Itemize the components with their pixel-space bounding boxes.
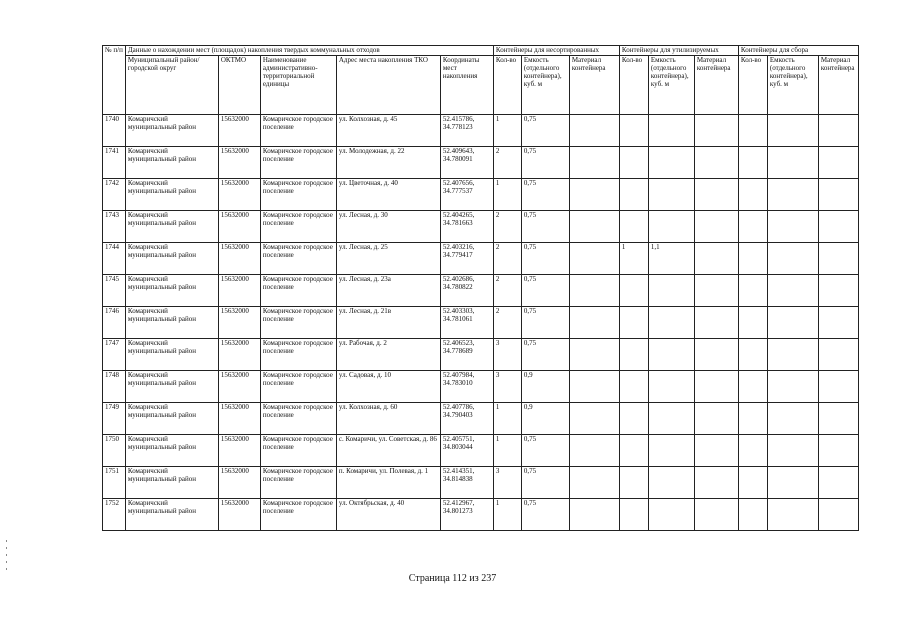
row-collect-material: [818, 275, 858, 307]
row-district: Комаричский муниципальный район: [125, 467, 218, 499]
row-collect-count: [738, 211, 767, 243]
table-row: [103, 403, 859, 435]
col-unsorted-capacity-header: Емкость (отдельного контейнера), куб. м: [521, 56, 569, 115]
row-admin-unit: Комаричское городское поселение: [260, 307, 336, 339]
row-unsorted-capacity: 0,9: [521, 403, 569, 435]
row-recycle-count: [619, 275, 648, 307]
row-recycle-count: [619, 211, 648, 243]
row-oktmo: 15632000: [218, 403, 260, 435]
row-collect-count: [738, 467, 767, 499]
row-unsorted-count: 2: [493, 307, 521, 339]
row-address: ул. Лесная, д. 25: [336, 243, 440, 275]
row-unsorted-material: [569, 339, 619, 371]
row-unsorted-count: 2: [493, 275, 521, 307]
row-unsorted-count: 3: [493, 467, 521, 499]
row-recycle-material: [694, 275, 738, 307]
row-unsorted-capacity: 0,75: [521, 435, 569, 467]
header-row-columns: [103, 56, 859, 115]
row-unsorted-count: 2: [493, 147, 521, 179]
row-unsorted-count: 2: [493, 243, 521, 275]
row-recycle-count: [619, 147, 648, 179]
row-recycle-count: [619, 435, 648, 467]
col-coords-header: Координаты мест накопления: [440, 56, 493, 115]
row-number: 1745: [103, 275, 126, 307]
row-unsorted-count: 3: [493, 371, 521, 403]
row-number: 1742: [103, 179, 126, 211]
row-district: Комаричский муниципальный район: [125, 147, 218, 179]
row-recycle-count: [619, 179, 648, 211]
row-recycle-material: [694, 147, 738, 179]
row-recycle-material: [694, 243, 738, 275]
row-recycle-material: [694, 307, 738, 339]
row-coords: 52.409643, 34.780091: [440, 147, 493, 179]
row-oktmo: 15632000: [218, 307, 260, 339]
row-coords: 52.407786, 34.790403: [440, 403, 493, 435]
row-collect-material: [818, 115, 858, 147]
row-oktmo: 15632000: [218, 467, 260, 499]
row-recycle-count: [619, 403, 648, 435]
row-collect-capacity: [767, 179, 818, 211]
row-unsorted-material: [569, 115, 619, 147]
row-collect-count: [738, 179, 767, 211]
row-address: ул. Цветочная, д. 40: [336, 179, 440, 211]
row-collect-capacity: [767, 147, 818, 179]
row-recycle-count: 1: [619, 243, 648, 275]
binding-marks: [6, 540, 8, 580]
row-recycle-material: [694, 499, 738, 531]
row-collect-count: [738, 307, 767, 339]
col-recycle-count-header: Кол-во: [619, 56, 648, 115]
table-row: [103, 211, 859, 243]
row-unsorted-count: 1: [493, 403, 521, 435]
table-row: [103, 435, 859, 467]
row-oktmo: 15632000: [218, 243, 260, 275]
row-address: ул. Рабочая, д. 2: [336, 339, 440, 371]
col-address-header: Адрес места накопления ТКО: [336, 56, 440, 115]
row-address: ул. Лесная, д. 30: [336, 211, 440, 243]
row-coords: 52.403216, 34.779417: [440, 243, 493, 275]
table-row: [103, 179, 859, 211]
row-oktmo: 15632000: [218, 147, 260, 179]
row-collect-capacity: [767, 275, 818, 307]
row-address: п. Комаричи, ул. Полевая, д. 1: [336, 467, 440, 499]
row-unsorted-count: 1: [493, 499, 521, 531]
col-unsorted-count-header: Кол-во: [493, 56, 521, 115]
row-collect-capacity: [767, 403, 818, 435]
row-unsorted-count: 2: [493, 211, 521, 243]
row-district: Комаричский муниципальный район: [125, 115, 218, 147]
row-district: Комаричский муниципальный район: [125, 435, 218, 467]
row-number: 1746: [103, 307, 126, 339]
row-district: Комаричский муниципальный район: [125, 275, 218, 307]
row-collect-count: [738, 435, 767, 467]
table-row: [103, 307, 859, 339]
row-recycle-capacity: [648, 275, 694, 307]
row-unsorted-capacity: 0,75: [521, 499, 569, 531]
col-recycle-material-header: Материал контейнера: [694, 56, 738, 115]
row-recycle-count: [619, 371, 648, 403]
row-unsorted-count: 1: [493, 179, 521, 211]
row-address: ул. Молодежная, д. 22: [336, 147, 440, 179]
row-address: с. Комаричи, ул. Советская, д. 86: [336, 435, 440, 467]
row-oktmo: 15632000: [218, 499, 260, 531]
row-admin-unit: Комаричское городское поселение: [260, 115, 336, 147]
row-unsorted-material: [569, 371, 619, 403]
row-unsorted-capacity: 0,75: [521, 147, 569, 179]
row-number: 1752: [103, 499, 126, 531]
row-number: 1741: [103, 147, 126, 179]
table-row: [103, 467, 859, 499]
registry-sheet: [102, 45, 859, 531]
row-address: ул. Колхозная, д. 45: [336, 115, 440, 147]
row-number: 1749: [103, 403, 126, 435]
row-admin-unit: Комаричское городское поселение: [260, 435, 336, 467]
row-unsorted-material: [569, 147, 619, 179]
row-unsorted-material: [569, 435, 619, 467]
row-oktmo: 15632000: [218, 371, 260, 403]
row-admin-unit: Комаричское городское поселение: [260, 243, 336, 275]
row-collect-material: [818, 403, 858, 435]
row-collect-material: [818, 435, 858, 467]
row-oktmo: 15632000: [218, 435, 260, 467]
row-collect-capacity: [767, 211, 818, 243]
table-body: [103, 115, 859, 531]
row-recycle-capacity: [648, 435, 694, 467]
collect-group-header: Контейнеры для сбора: [738, 46, 858, 56]
row-unsorted-count: 1: [493, 435, 521, 467]
row-district: Комаричский муниципальный район: [125, 179, 218, 211]
row-admin-unit: Комаричское городское поселение: [260, 179, 336, 211]
row-unsorted-material: [569, 403, 619, 435]
row-recycle-count: [619, 307, 648, 339]
row-number: 1748: [103, 371, 126, 403]
col-unsorted-material-header: Материал контейнера: [569, 56, 619, 115]
row-unsorted-capacity: 0,75: [521, 467, 569, 499]
row-district: Комаричский муниципальный район: [125, 307, 218, 339]
row-collect-capacity: [767, 499, 818, 531]
row-admin-unit: Комаричское городское поселение: [260, 211, 336, 243]
row-admin-unit: Комаричское городское поселение: [260, 467, 336, 499]
row-oktmo: 15632000: [218, 179, 260, 211]
table-row: [103, 339, 859, 371]
row-oktmo: 15632000: [218, 115, 260, 147]
row-recycle-capacity: [648, 467, 694, 499]
row-collect-material: [818, 211, 858, 243]
row-recycle-material: [694, 403, 738, 435]
row-recycle-capacity: [648, 499, 694, 531]
table-row: [103, 275, 859, 307]
row-coords: 52.402686, 34.780822: [440, 275, 493, 307]
row-unsorted-capacity: 0,75: [521, 339, 569, 371]
row-number: 1744: [103, 243, 126, 275]
row-collect-count: [738, 403, 767, 435]
row-unsorted-capacity: 0,75: [521, 211, 569, 243]
row-unsorted-capacity: 0,75: [521, 275, 569, 307]
row-recycle-count: [619, 115, 648, 147]
row-collect-material: [818, 467, 858, 499]
row-number: 1740: [103, 115, 126, 147]
row-collect-count: [738, 499, 767, 531]
row-admin-unit: Комаричское городское поселение: [260, 275, 336, 307]
row-number: 1743: [103, 211, 126, 243]
table-row: [103, 371, 859, 403]
col-oktmo-header: ОКТМО: [218, 56, 260, 115]
row-coords: 52.406523, 34.778689: [440, 339, 493, 371]
row-unsorted-capacity: 0,75: [521, 115, 569, 147]
row-coords: 52.403303, 34.781061: [440, 307, 493, 339]
row-collect-capacity: [767, 243, 818, 275]
row-unsorted-material: [569, 275, 619, 307]
row-unsorted-material: [569, 211, 619, 243]
table-row: [103, 115, 859, 147]
row-recycle-material: [694, 211, 738, 243]
row-unsorted-material: [569, 499, 619, 531]
row-unsorted-capacity: 0,9: [521, 371, 569, 403]
col-collect-material-header: Материал контейнера: [818, 56, 858, 115]
row-recycle-capacity: [648, 403, 694, 435]
row-admin-unit: Комаричское городское поселение: [260, 499, 336, 531]
row-coords: 52.415786, 34.778123: [440, 115, 493, 147]
row-coords: 52.404265, 34.781663: [440, 211, 493, 243]
row-unsorted-capacity: 0,75: [521, 179, 569, 211]
row-address: ул. Колхозная, д. 60: [336, 403, 440, 435]
row-unsorted-material: [569, 307, 619, 339]
row-collect-count: [738, 243, 767, 275]
unsorted-group-header: Контейнеры для несортированных: [493, 46, 619, 56]
row-recycle-material: [694, 467, 738, 499]
row-collect-material: [818, 371, 858, 403]
row-district: Комаричский муниципальный район: [125, 371, 218, 403]
row-admin-unit: Комаричское городское поселение: [260, 371, 336, 403]
table-row: [103, 499, 859, 531]
table-row: [103, 147, 859, 179]
row-recycle-material: [694, 435, 738, 467]
row-recycle-capacity: [648, 179, 694, 211]
row-district: Комаричский муниципальный район: [125, 499, 218, 531]
waste-sites-table: [102, 45, 859, 531]
header-row-groups: [103, 46, 859, 56]
row-collect-material: [818, 339, 858, 371]
row-collect-capacity: [767, 467, 818, 499]
row-district: Комаричский муниципальный район: [125, 211, 218, 243]
row-admin-unit: Комаричское городское поселение: [260, 339, 336, 371]
row-recycle-capacity: [648, 339, 694, 371]
row-collect-material: [818, 307, 858, 339]
row-unsorted-count: 1: [493, 115, 521, 147]
row-coords: 52.407984, 34.783010: [440, 371, 493, 403]
row-unsorted-material: [569, 467, 619, 499]
row-unsorted-capacity: 0,75: [521, 307, 569, 339]
row-recycle-count: [619, 467, 648, 499]
row-coords: 52.414351, 34.814838: [440, 467, 493, 499]
row-collect-material: [818, 499, 858, 531]
location-group-header: Данные о нахождении мест (площадок) накопления твердых коммунальных отходов: [125, 46, 493, 56]
row-address: ул. Лесная, д. 23а: [336, 275, 440, 307]
row-recycle-capacity: [648, 211, 694, 243]
col-recycle-capacity-header: Емкость (отдельного контейнера), куб. м: [648, 56, 694, 115]
row-recycle-capacity: [648, 307, 694, 339]
col-collect-count-header: Кол-во: [738, 56, 767, 115]
row-unsorted-capacity: 0,75: [521, 243, 569, 275]
row-collect-capacity: [767, 339, 818, 371]
row-oktmo: 15632000: [218, 275, 260, 307]
row-recycle-material: [694, 115, 738, 147]
row-district: Комаричский муниципальный район: [125, 403, 218, 435]
row-collect-count: [738, 371, 767, 403]
col-admin-unit-header: Наименование административно-территориальной единицы: [260, 56, 336, 115]
row-district: Комаричский муниципальный район: [125, 243, 218, 275]
row-address: ул. Октябрьская, д. 40: [336, 499, 440, 531]
row-collect-capacity: [767, 307, 818, 339]
recycle-group-header: Контейнеры для утилизируемых: [619, 46, 738, 56]
row-coords: 52.407656, 34.777537: [440, 179, 493, 211]
row-collect-count: [738, 147, 767, 179]
row-number: 1747: [103, 339, 126, 371]
row-collect-count: [738, 339, 767, 371]
row-coords: 52.405751, 34.803044: [440, 435, 493, 467]
row-collect-material: [818, 179, 858, 211]
row-recycle-material: [694, 179, 738, 211]
col-collect-capacity-header: Емкость (отдельного контейнера), куб. м: [767, 56, 818, 115]
row-district: Комаричский муниципальный район: [125, 339, 218, 371]
row-oktmo: 15632000: [218, 211, 260, 243]
row-number: 1751: [103, 467, 126, 499]
row-collect-count: [738, 115, 767, 147]
row-recycle-material: [694, 339, 738, 371]
row-admin-unit: Комаричское городское поселение: [260, 403, 336, 435]
row-recycle-capacity: [648, 115, 694, 147]
row-recycle-count: [619, 499, 648, 531]
row-recycle-capacity: [648, 147, 694, 179]
col-number-header: № п/п: [103, 46, 126, 115]
row-unsorted-material: [569, 179, 619, 211]
row-unsorted-material: [569, 243, 619, 275]
page-number: Страница 112 из 237: [408, 573, 497, 584]
col-district-header: Муниципальный район/городской округ: [125, 56, 218, 115]
row-address: ул. Садовая, д. 10: [336, 371, 440, 403]
row-collect-capacity: [767, 371, 818, 403]
row-oktmo: 15632000: [218, 339, 260, 371]
row-recycle-capacity: 1,1: [648, 243, 694, 275]
row-coords: 52.412967, 34.801273: [440, 499, 493, 531]
row-collect-count: [738, 275, 767, 307]
row-recycle-capacity: [648, 371, 694, 403]
row-collect-material: [818, 243, 858, 275]
row-unsorted-count: 3: [493, 339, 521, 371]
table-row: [103, 243, 859, 275]
row-recycle-count: [619, 339, 648, 371]
row-collect-capacity: [767, 435, 818, 467]
row-number: 1750: [103, 435, 126, 467]
row-collect-material: [818, 147, 858, 179]
row-address: ул. Лесная, д. 21в: [336, 307, 440, 339]
row-collect-capacity: [767, 115, 818, 147]
row-admin-unit: Комаричское городское поселение: [260, 147, 336, 179]
row-recycle-material: [694, 371, 738, 403]
